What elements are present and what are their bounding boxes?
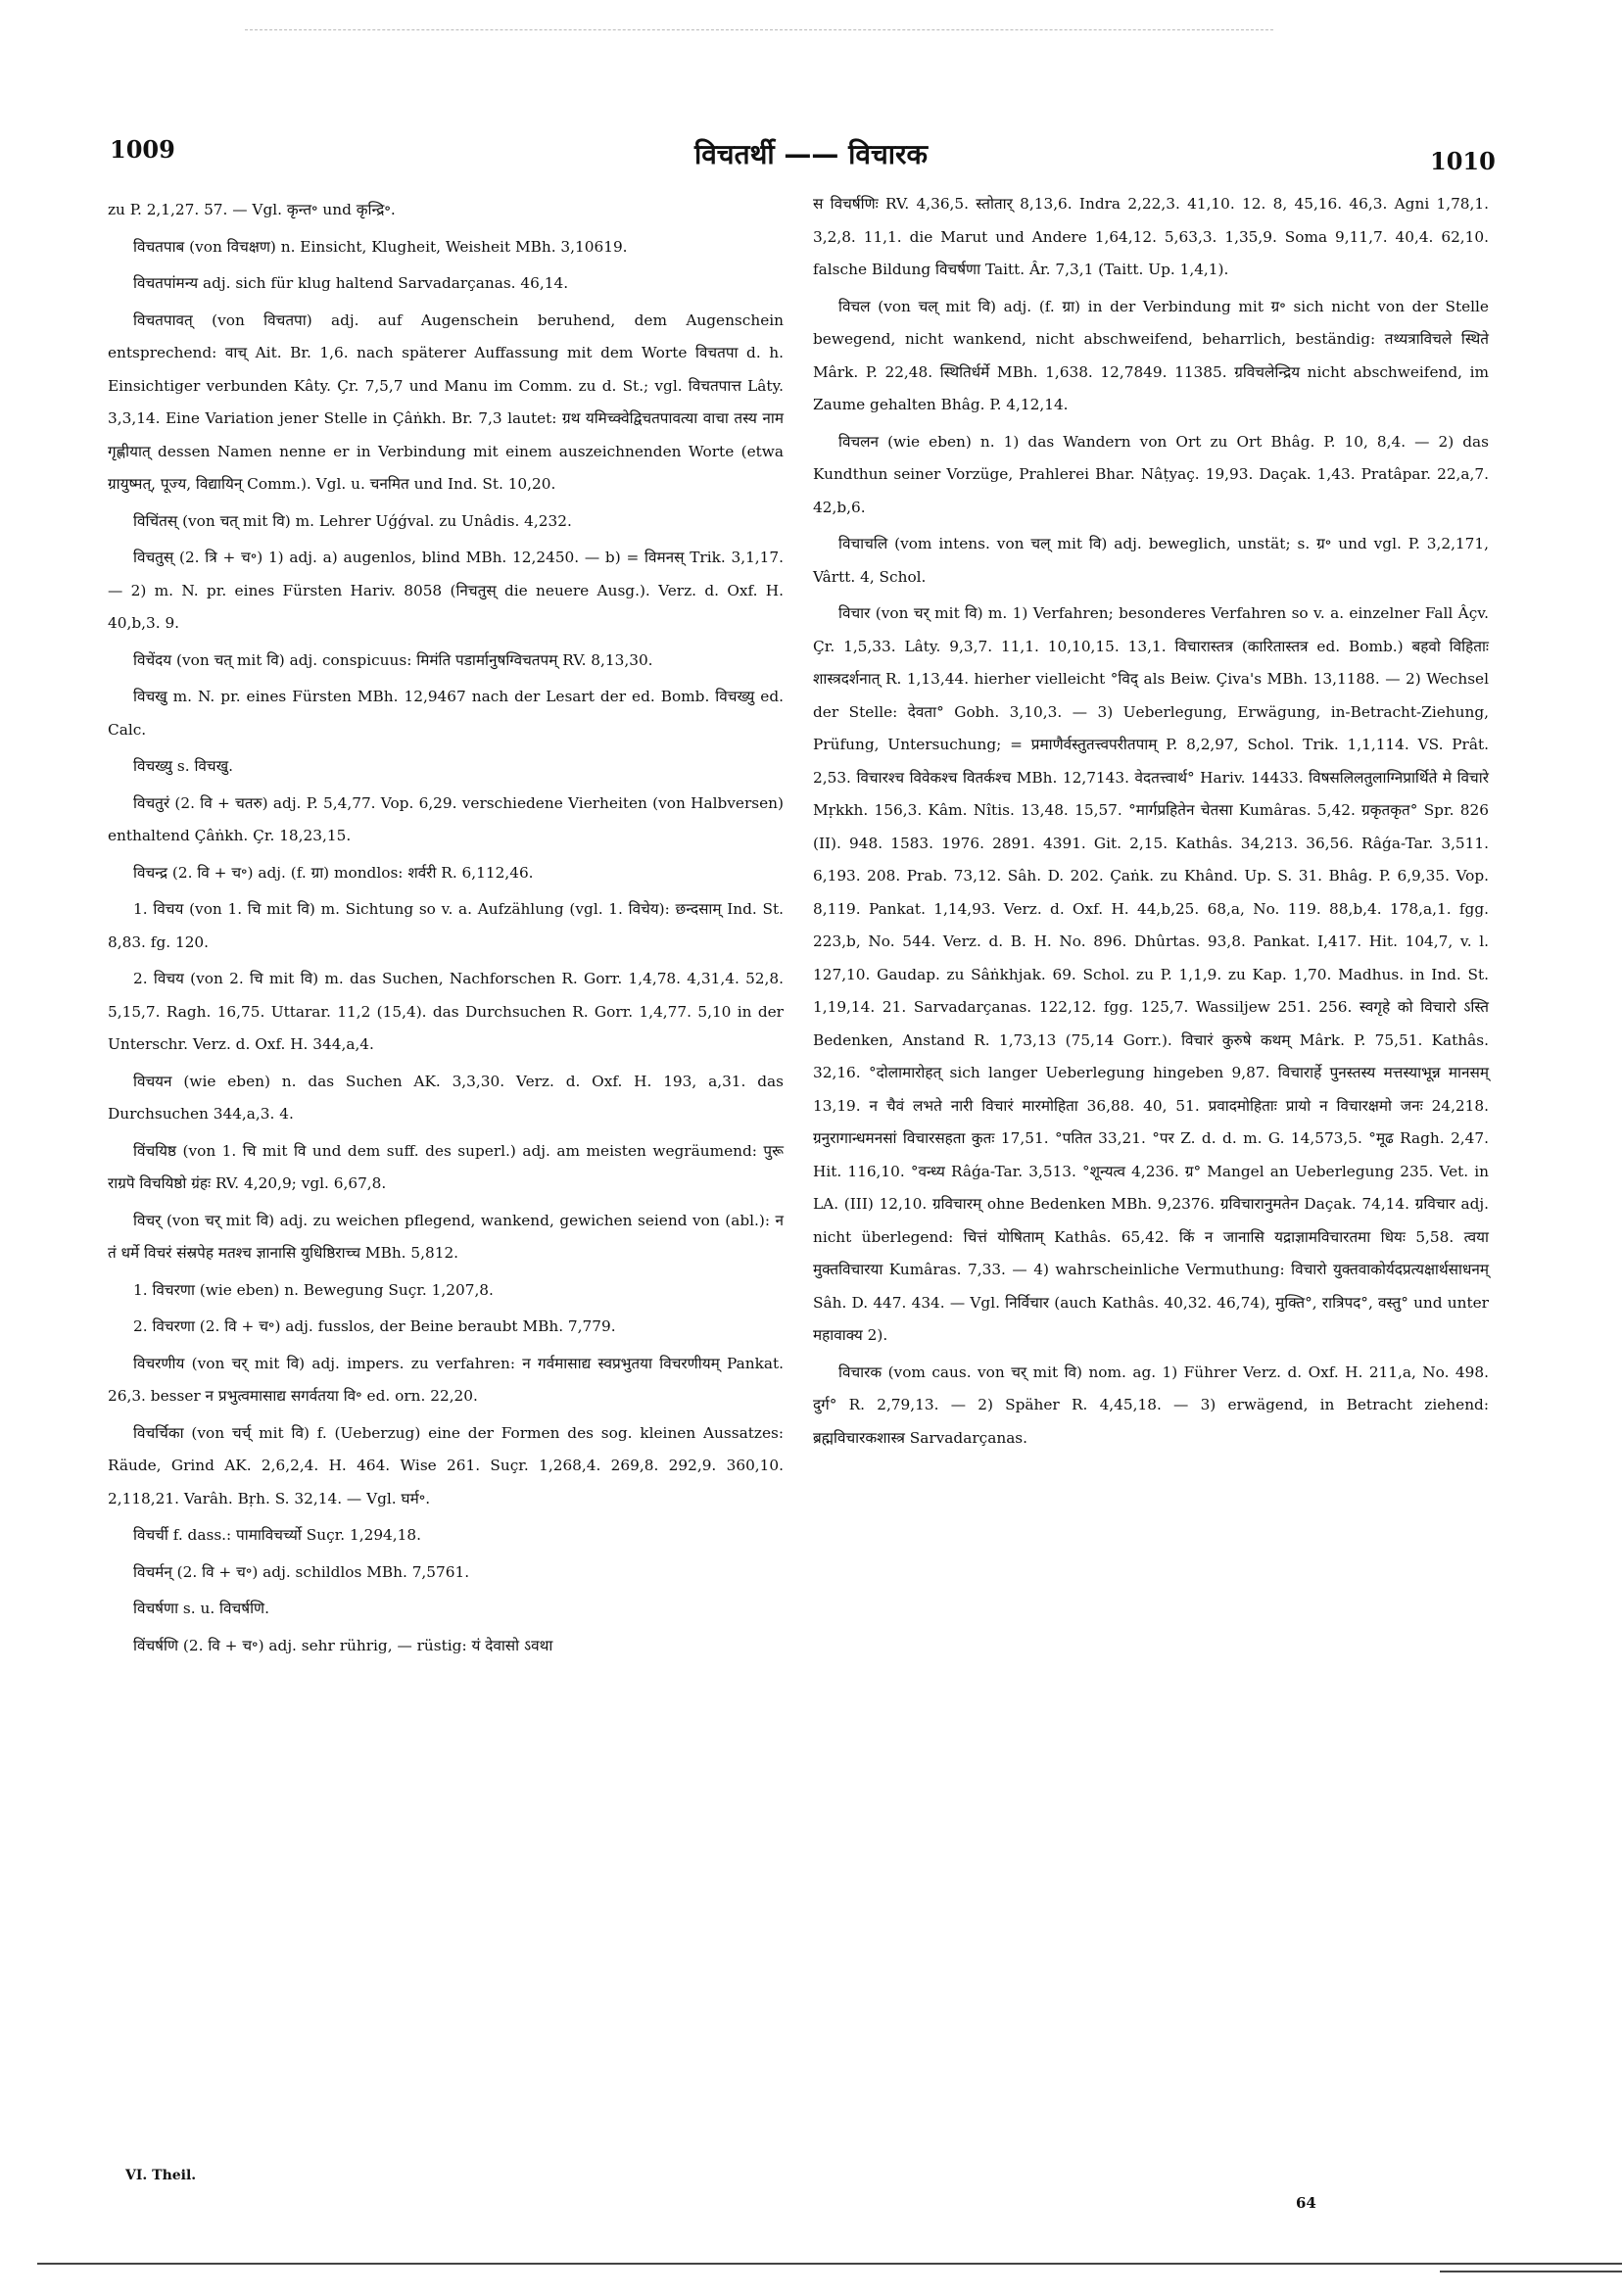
entry: विचर्षणा s. u. विचर्षणि.	[133, 1600, 269, 1617]
entry: विचाचलि (vom intens. von चल् mit वि) adj. beweglich, unstät; s. ग्र॰ und vgl. P. 3,2,171, Vârtt. 4, Schol.	[813, 535, 1489, 586]
entry: विचतपावत् (von विचतपा) adj. auf Augenschein beruhend, dem Augenschein entsprechend: वाच् Ait. Br. 1,6. nach späterer Auffassung mit dem Worte विचतपा d. h. Einsichtiger verbunden Kâty. Çr. 7,5,7 und Manu im Comm. zu d. St.; vgl. विचतपात्त Lâty. 3,3,14. Eine Variation jener Stelle in Çâṅkh. Br. 7,3 lautet: ग्रथ यमिच्क्वेद्विचतपावत्या वाचा तस्य नाम गृह्णीयात् dessen Namen nenne er in Verbindung mit einem auszeichnenden Worte (etwa ग्रायुष्मत्, पूज्य, विद्यायिन् Comm.). Vgl. u. चनमित und Ind. St. 10,20.	[108, 311, 784, 493]
entry: 1. विचरणा (wie eben) n. Bewegung Suçr. 1,207,8.	[133, 1280, 494, 1299]
scan-edge-rule	[1440, 2271, 1622, 2272]
page-number-left: 1009	[110, 135, 175, 164]
entry: विचलन (wie eben) n. 1) das Wandern von Ort zu Ort Bhâg. P. 10, 8,4. — 2) das Kundthun seiner Vorzüge, Prahlerei Bhar. Nâṭyaç. 19,93. Daçak. 1,43. Pratâpar. 22,a,7. 42,b,6.	[813, 432, 1489, 516]
entry: विचन्द्र (2. वि + च॰) adj. (f. ग्रा) mondlos: शर्वरी R. 6,112,46.	[133, 863, 534, 882]
entry: 1. विचय (von 1. चि mit वि) m. Sichtung so v. a. Aufzählung (vgl. 1. विचेय): छन्दसाम् Ind. St. 8,83. fg. 120.	[108, 900, 784, 951]
entry: विचतुस् (2. त्रि + च॰) 1) adj. a) augenlos, blind MBh. 12,2450. — b) = विमनस् Trik. 3,1,17. — 2) m. N. pr. eines Fürsten Hariv. 8058 (निचतुस् die neuere Ausg.). Verz. d. Oxf. H. 40,b,3. 9.	[108, 549, 784, 632]
signature-mark: 64	[1296, 2194, 1316, 2212]
page-number-right: 1010	[1430, 147, 1496, 175]
entry: विचार (von चर् mit वि) m. 1) Verfahren; besonderes Verfahren so v. a. einzelner Fall Âçv. Çr. 1,5,33. Lâty. 9,3,7. 11,1. 10,10,15. 13,1. विचारास्तत्र (कारितास्तत्र ed. Bomb.) बहवो विहिताः शास्त्रदर्शनात् R. 1,13,44. hierher vielleicht °विद् als Beiw. Çiva's MBh. 13,1188. — 2) Wechsel der Stelle: देवता° Gobh. 3,10,3. — 3) Ueberlegung, Erwägung, in-Betracht-Ziehung, Prüfung, Untersuchung; = प्रमाणैर्वस्तुतत्त्वपरीतपाम् P. 8,2,97, Schol. Trik. 1,1,114. VS. Prât. 2,53. विचारश्च विवेकश्च वितर्कश्च MBh. 12,7143. वेदतत्त्वार्थ° Hariv. 14433. विषसलिलतुलाग्निप्रार्थिते मे विचारे Mṛkkh. 156,3. Kâm. Nîtis. 13,48. 15,57. °मार्गप्रहितेन चेतसा Kumâras. 5,42. ग्रकृतकृत° Spr. 826 (II). 948. 1583. 1976. 2891. 4391. Git. 2,15. Kathâs. 34,213. 36,56. Râǵa-Tar. 3,511. 6,193. 208. Prab. 73,12. Sâh. D. 202. Çaṅk. zu Khând. Up. S. 31. Bhâg. P. 6,9,35. Vop. 8,119. Pankat. 1,14,93. Verz. d. Oxf. H. 44,b,25. 68,a, No. 119. 88,b,4. 178,a,1. fgg. 223,b, No. 544. Verz. d. B. H. No. 896. Dhûrtas. 93,8. Pankat. I,417. Hit. 104,7, v. l. 127,10. Gaudap. zu Sâṅkhjak. 69. Schol. zu P. 1,1,9. zu Kap. 1,70. Madhus. in Ind. St. 1,19,14. 21. Sarvadarçanas. 122,12. fgg. 125,7. Wassiljew 251. 256. स्वगृहे को विचारो ऽस्ति Bedenken, Anstand R. 1,73,13 (75,14 Gorr.). विचारं कुरुषे कथम् Mârk. P. 75,51. Kathâs. 32,16. °दोलामारोहत् sich langer Ueberlegung hingeben 9,87. विचारार्हे पुनस्तस्य मत्तस्याभून्न मानसम् 13,19. न चैवं लभते नारी विचारं मारमोहिता 36,88. 40, 51. प्रवादमोहिताः प्रायो न विचारक्षमो जनः 24,218. ग्रनुरागान्धमनसां विचारसहता कुतः 17,51. °पतित 33,21. °पर Z. d. d. m. G. 14,573,5. °मूढ Ragh. 2,47. Hit. 116,10. °वन्ध्य Râǵa-Tar. 3,513. °शून्यत्व 4,236. ग्र° Mangel an Ueberlegung 235. Vet. in LA. (III) 12,10. ग्रविचारम् ohne Bedenken MBh. 9,2376. ग्रविचारानुमतेन Daçak. 74,14. ग्रविचार adj. nicht überlegend: चित्तं योषिताम् Kathâs. 65,42. किं न जानासि यद्राज्ञामविचारतमा धियः 5,58. त्वया मुक्तविचारया Kumâras. 7,33. — 4) wahrscheinliche Vermuthung: विचारो युक्तवाकोर्यदप्रत्यक्षार्थसाधनम् Sâh. D. 447. 434. — Vgl. निर्विचार (auch Kathâs. 40,32. 46,74), मुक्ति°, रात्रिपद°, वस्तु° und unter महावाक्य 2).	[813, 604, 1489, 1344]
entry: विचयन (wie eben) n. das Suchen AK. 3,3,30. Verz. d. Oxf. H. 193, a,31. das Durchsuchen 344,a,3. 4.	[108, 1072, 784, 1123]
entry: विचर् (von चर् mit वि) adj. zu weichen pflegend, wankend, gewichen seiend von (abl.): न तं धर्मे विचरं संस्रपेह मतश्च ज्ञानासि युधिष्ठिराच्च MBh. 5,812.	[108, 1211, 784, 1262]
entry: विचतपांमन्य adj. sich für klug haltend Sarvadarçanas. 46,14.	[133, 274, 569, 292]
entry: विचेंदय (von चत् mit वि) adj. conspicuus: मिमंति पडार्मानुषग्विचतपम् RV. 8,13,30.	[133, 650, 653, 669]
entry: zu P. 2,1,27. 57. — Vgl. कृन्त॰ und कृन्द्रि॰.	[108, 201, 396, 218]
volume-label: VI. Theil.	[125, 2168, 197, 2183]
top-scan-noise	[245, 29, 1273, 31]
entry: विचर्ची f. dass.: पामाविचर्च्यो Suçr. 1,294,18.	[133, 1526, 421, 1544]
entry: विचतपाब (von विचक्षण) n. Einsicht, Klugheit, Weisheit MBh. 3,10619.	[133, 237, 628, 256]
entry: विचख्यु s. विचखु.	[133, 757, 233, 775]
running-title: विचतर्थी —— विचारक	[693, 138, 928, 170]
scan-edge-rule	[37, 2263, 1622, 2265]
entry: विंचर्षणि (2. वि + च॰) adj. sehr rührig, — rüstig: यं देवासो ऽवथा	[133, 1636, 553, 1654]
entry: विचल (von चल् mit वि) adj. (f. ग्रा) in der Verbindung mit ग्र॰ sich nicht von der Stelle bewegend, nicht wankend, nicht abschweifend, beharrlich, beständig: तथ्यत्राविचले स्थिते Mârk. P. 22,48. स्थितिर्धर्मे MBh. 1,638. 12,7849. 11385. ग्रविचलेन्द्रिय nicht abschweifend, im Zaume gehalten Bhâg. P. 4,12,14.	[813, 297, 1489, 413]
right-column	[813, 188, 1489, 1459]
entry: विचिंतस् (von चत् mit वि) m. Lehrer Uǵǵval. zu Unâdis. 4,232.	[133, 511, 572, 530]
entry: विंचयिष्ठ (von 1. चि mit वि und dem suff. des superl.) adj. am meisten wegräumend: पुरू राग्रपॆ विचयिष्ठो ग्रंहः RV. 4,20,9; vgl. 6,67,8.	[108, 1141, 784, 1192]
entry: विचखु m. N. pr. eines Fürsten MBh. 12,9467 nach der Lesart der ed. Bomb. विचख्यु ed. Calc.	[108, 688, 784, 739]
entry: स विचर्षणिः RV. 4,36,5. स्तोतार् 8,13,6. Indra 2,22,3. 41,10. 12. 8, 45,16. 46,3. Agni 1,78,1. 3,2,8. 11,1. die Marut und Andere 1,64,12. 5,63,3. 1,35,9. Soma 9,11,7. 40,4. 62,10. falsche Bildung विचर्षणा Taitt. Âr. 7,3,1 (Taitt. Up. 1,4,1).	[813, 195, 1489, 278]
entry: 2. विचय (von 2. चि mit वि) m. das Suchen, Nachforschen R. Gorr. 1,4,78. 4,31,4. 52,8. 5,15,7. Ragh. 16,75. Uttarar. 11,2 (15,4). das Durchsuchen R. Gorr. 1,4,77. 5,10 in der Unterschr. Verz. d. Oxf. H. 344,a,4.	[108, 970, 784, 1053]
page-header	[0, 135, 1622, 174]
entry: विचरणीय (von चर् mit वि) adj. impers. zu verfahren: न गर्वमासाद्य स्वप्रभुतया विचरणीयम् Pankat. 26,3. besser न प्रभुत्वमासाद्य सगर्वतया वि॰ ed. orn. 22,20.	[108, 1354, 784, 1405]
entry: विचर्मन् (2. वि + च॰) adj. schildlos MBh. 7,5761.	[133, 1562, 470, 1581]
entry: विचर्चिका (von चर्च् mit वि) f. (Ueberzug) eine der Formen des sog. kleinen Aussatzes: Räude, Grind AK. 2,6,2,4. H. 464. Wise 261. Suçr. 1,268,4. 269,8. 292,9. 360,10. 2,118,21. Varâh. Bṛh. S. 32,14. — Vgl. घर्म॰.	[108, 1423, 784, 1507]
entry: 2. विचरणा (2. वि + च॰) adj. fusslos, der Beine beraubt MBh. 7,779.	[133, 1317, 616, 1335]
entry: विचारक (vom caus. von चर् mit वि) nom. ag. 1) Führer Verz. d. Oxf. H. 211,a, No. 498. दुर्ग° R. 2,79,13. — 2) Späher R. 4,45,18. — 3) erwägend, in Betracht ziehend: ब्रह्मविचारकशास्त्र Sarvadarçanas.	[813, 1363, 1489, 1447]
entry: विचतुरं (2. वि + चतरु) adj. P. 5,4,77. Vop. 6,29. verschiedene Vierheiten (von Halbversen) enthaltend Çâṅkh. Çr. 18,23,15.	[108, 793, 784, 844]
left-column	[108, 194, 784, 1666]
